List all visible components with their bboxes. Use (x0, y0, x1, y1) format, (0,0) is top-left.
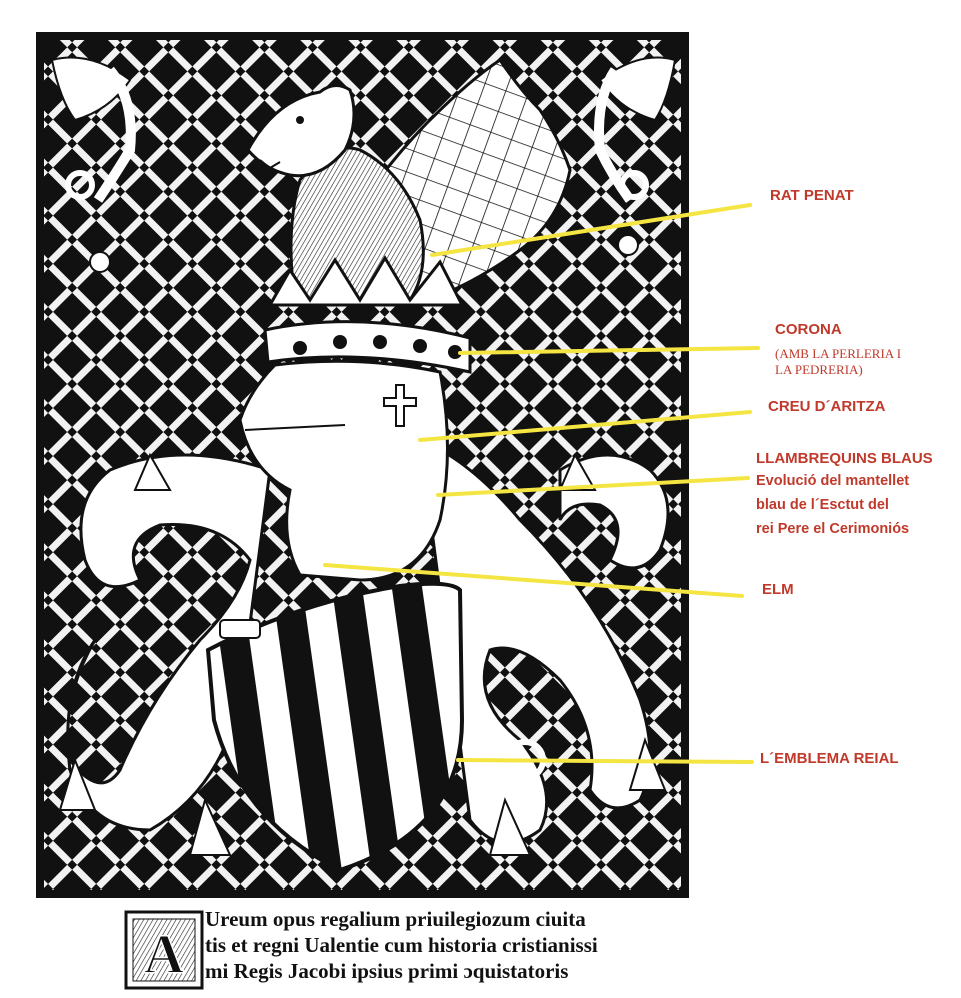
label-corona-note-2: LA PEDRERIA) (775, 362, 863, 377)
label-llambrequins-desc-1: Evolució del mantellet (756, 473, 910, 489)
colophon-line-2: tis et regni Ualentie cum historia cristianissi (205, 933, 598, 957)
colophon-text (205, 906, 598, 984)
label-corona-note-1: (AMB LA PERLERIA I (775, 346, 902, 361)
label-corona: CORONA (775, 321, 842, 338)
label-creu-aritza: CREU D´ARITZA (768, 398, 886, 415)
leader-line-emblema (458, 760, 752, 762)
label-llambrequins-desc-2: blau de l´Esctut del (756, 497, 889, 513)
colophon-line-1: Ureum opus regalium priuilegiozum ciuita (205, 907, 586, 931)
label-emblema-reial: L´EMBLEMA REIAL (760, 750, 899, 767)
label-llambrequins: LLAMBREQUINS BLAUS (756, 450, 933, 467)
label-llambrequins-desc-3: rei Pere el Cerimoniós (756, 521, 910, 537)
label-elm: ELM (762, 581, 794, 598)
decorated-initial (126, 912, 202, 988)
decorated-initial-letter: A (143, 924, 185, 986)
colophon-line-3: mi Regis Jacobi ipsius primi ɔquistatoris (205, 959, 569, 983)
label-rat-penat: RAT PENAT (770, 187, 854, 204)
